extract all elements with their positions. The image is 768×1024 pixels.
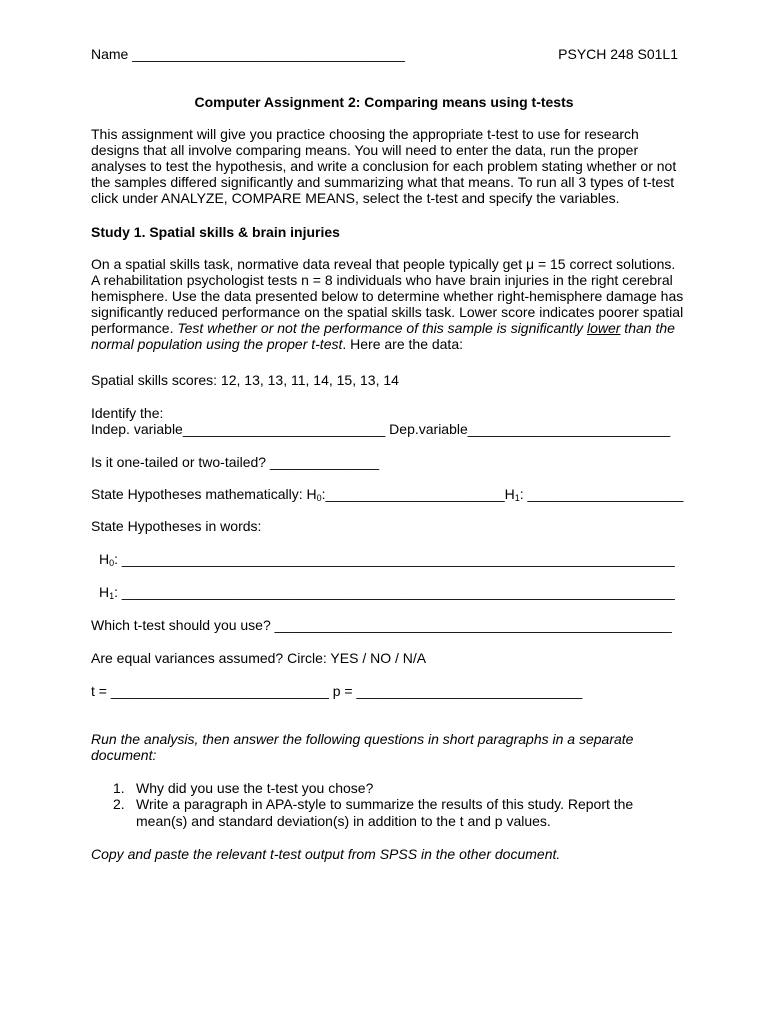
name-field-line: Name ___________________________________ xyxy=(91,46,405,62)
study1-para-line-5 xyxy=(91,320,675,336)
question-1-number: 1. xyxy=(113,780,125,796)
hyp-math-label: State Hypotheses mathematically: H xyxy=(91,486,317,502)
copy-paste-instruction: Copy and paste the relevant t-test output from SPSS in the other document. xyxy=(91,846,561,862)
hypotheses-math-line xyxy=(91,486,683,504)
intro-line-3: analyses to test the hypothesis, and write a conclusion for each problem stating whether or not xyxy=(91,158,677,174)
h1-blank: : ____________________ xyxy=(519,486,684,502)
study1-para-line-4: significantly reduced performance on the spatial skills task. Lower score indicates poorer spatial xyxy=(91,304,684,320)
study1-para-line-1: On a spatial skills task, normative data reveal that people typically get μ = 15 correct solutions. xyxy=(91,256,676,272)
h0-blank: :_______________________H xyxy=(321,486,515,502)
intro-line-2: designs that all involve comparing means. You will need to enter the data, run the proper xyxy=(91,142,639,158)
study1-para-line-6 xyxy=(91,336,463,352)
h0-label: H xyxy=(99,551,110,567)
h1-words-blank: : _______________________________________________________________________ xyxy=(114,584,675,600)
study1-heading: Study 1. Spatial skills & brain injuries xyxy=(91,224,340,240)
equal-variances-question: Are equal variances assumed? Circle: YES / NO / N/A xyxy=(91,650,427,666)
para-line-5-italic-end: than the xyxy=(620,320,675,336)
identify-label: Identify the: xyxy=(91,405,164,421)
question-2-text-line-1: Write a paragraph in APA-style to summarize the results of this study. Report the xyxy=(136,796,634,812)
run-analysis-line-1: Run the analysis, then answer the following questions in short paragraphs in a separate xyxy=(91,731,634,747)
h0-words-line xyxy=(99,551,675,569)
which-ttest-question: Which t-test should you use? ___________________________________________________ xyxy=(91,617,672,633)
question-2-text-line-2: mean(s) and standard deviation(s) in addition to the t and p values. xyxy=(136,813,551,829)
para-line-5-plain: performance. xyxy=(91,320,178,336)
h1-words-line xyxy=(99,584,675,602)
spatial-scores: Spatial skills scores: 12, 13, 13, 11, 14, 15, 13, 14 xyxy=(91,372,399,388)
para-line-5-italic: Test whether or not the performance of this sample is significantly xyxy=(177,320,587,336)
h1-label: H xyxy=(99,584,110,600)
h1-subscript: 1 xyxy=(514,493,520,503)
question-1-text: Why did you use the t-test you chose? xyxy=(136,780,374,796)
study1-para-line-3: hemisphere. Use the data presented below to determine whether right-hemisphere damage has xyxy=(91,288,684,304)
assignment-title: Computer Assignment 2: Comparing means using t-tests xyxy=(194,94,574,110)
h1-words-subscript: 1 xyxy=(109,591,115,601)
t-p-values-line: t = ____________________________ p = _____________________________ xyxy=(91,683,583,699)
course-code: PSYCH 248 S01L1 xyxy=(558,46,678,62)
intro-line-1: This assignment will give you practice choosing the appropriate t-test to use for research xyxy=(91,126,639,142)
para-line-5-underlined: lower xyxy=(586,320,621,336)
h0-subscript: 0 xyxy=(316,493,322,503)
para-line-6-italic: normal population using the proper t-test xyxy=(91,336,343,352)
para-line-6-plain: . Here are the data: xyxy=(342,336,464,352)
run-analysis-line-2: document: xyxy=(91,747,157,763)
study1-para-line-2: A rehabilitation psychologist tests n = 8 individuals who have brain injuries in the right cerebral xyxy=(91,272,673,288)
variables-line: Indep. variable__________________________ Dep.variable__________________________ xyxy=(91,421,671,437)
hypotheses-words-label: State Hypotheses in words: xyxy=(91,518,262,534)
intro-line-5: click under ANALYZE, COMPARE MEANS, select the t-test and specify the variables. xyxy=(91,190,620,206)
h0-words-blank: : _______________________________________________________________________ xyxy=(114,551,675,567)
question-2-number: 2. xyxy=(113,796,125,812)
intro-line-4: the samples differed significantly and summarizing what that means. To run all 3 types of t-test xyxy=(91,174,675,190)
tails-question: Is it one-tailed or two-tailed? ______________ xyxy=(91,454,379,470)
h0-words-subscript: 0 xyxy=(109,558,115,568)
